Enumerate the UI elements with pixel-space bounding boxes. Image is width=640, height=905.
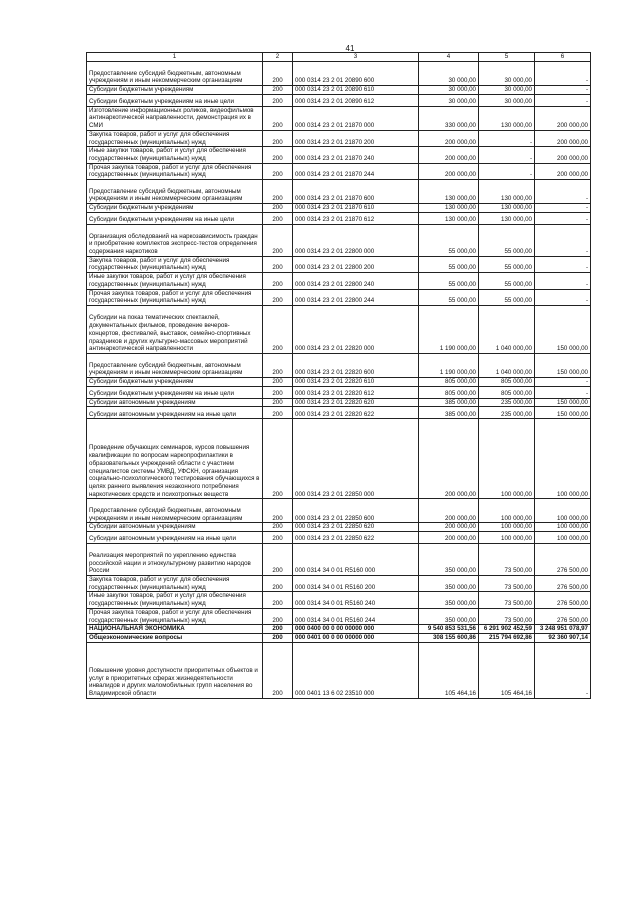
cell-amount-5: 130 000,00 — [479, 204, 535, 213]
cell-code: 200 — [263, 419, 293, 499]
cell-amount-total: 200 000,00 — [419, 147, 479, 163]
cell-code: 200 — [263, 147, 293, 163]
cell-classification: 000 0314 23 2 01 22850 620 — [293, 523, 419, 532]
cell-amount-5: 100 000,00 — [479, 532, 535, 544]
cell-amount-6: 100 000,00 — [535, 532, 591, 544]
table-row — [87, 86, 591, 95]
cell-name: Субсидии бюджетным учреждениям на иные цели — [87, 212, 263, 224]
cell-amount-6: - — [535, 642, 591, 698]
cell-name: Иные закупки товаров, работ и услуг для обеспечения государственных (муниципальных) нужд — [87, 273, 263, 289]
header-cell: 6 — [535, 53, 591, 62]
table-row — [87, 106, 591, 130]
cell-amount-5: 805 000,00 — [479, 377, 535, 386]
cell-code: 200 — [263, 212, 293, 224]
cell-amount-5: 6 291 902 452,59 — [479, 625, 535, 634]
cell-amount-6: 150 000,00 — [535, 305, 591, 353]
cell-name: Предоставление субсидий бюджетным, автономным учреждениям и иным некоммерческим организациям — [87, 353, 263, 377]
cell-code: 200 — [263, 289, 293, 305]
cell-amount-5: 30 000,00 — [479, 62, 535, 86]
cell-amount-total: 130 000,00 — [419, 180, 479, 204]
cell-amount-5: 130 000,00 — [479, 106, 535, 130]
cell-name: Реализация мероприятий по укреплению единства российской нации и этнокультурному развитию народов России — [87, 544, 263, 576]
cell-amount-6: - — [535, 86, 591, 95]
cell-amount-total: 1 190 000,00 — [419, 305, 479, 353]
cell-amount-6: - — [535, 94, 591, 106]
cell-code: 200 — [263, 576, 293, 592]
table-row — [87, 544, 591, 576]
cell-classification: 000 0314 23 2 01 20890 600 — [293, 62, 419, 86]
cell-code: 200 — [263, 204, 293, 213]
table-row — [87, 305, 591, 353]
cell-classification: 000 0314 23 2 01 21870 610 — [293, 204, 419, 213]
cell-amount-5: 73 500,00 — [479, 592, 535, 608]
cell-amount-total: 350 000,00 — [419, 592, 479, 608]
cell-classification: 000 0314 23 2 01 22820 620 — [293, 398, 419, 407]
cell-classification: 000 0314 23 2 01 21870 612 — [293, 212, 419, 224]
cell-code: 200 — [263, 407, 293, 419]
table-row — [87, 419, 591, 499]
header-cell: 4 — [419, 53, 479, 62]
cell-name: Субсидии бюджетным учреждениям на иные цели — [87, 386, 263, 398]
cell-name: Субсидии бюджетным учреждениям — [87, 86, 263, 95]
cell-amount-5: 30 000,00 — [479, 86, 535, 95]
table-row — [87, 633, 591, 642]
cell-amount-5: 55 000,00 — [479, 224, 535, 256]
cell-name: Предоставление субсидий бюджетным, автономным учреждениям и иным некоммерческим организациям — [87, 62, 263, 86]
table-row — [87, 180, 591, 204]
cell-amount-total: 350 000,00 — [419, 576, 479, 592]
cell-amount-5: 73 500,00 — [479, 608, 535, 624]
cell-amount-6: 276 500,00 — [535, 544, 591, 576]
cell-amount-6: 200 000,00 — [535, 147, 591, 163]
cell-amount-total: 30 000,00 — [419, 62, 479, 86]
cell-code: 200 — [263, 532, 293, 544]
table-row — [87, 398, 591, 407]
cell-amount-5: 1 040 000,00 — [479, 353, 535, 377]
cell-classification: 000 0314 23 2 01 22800 244 — [293, 289, 419, 305]
cell-amount-5: 55 000,00 — [479, 289, 535, 305]
cell-amount-6: - — [535, 386, 591, 398]
cell-name: Прочая закупка товаров, работ и услуг для обеспечения государственных (муниципальных) нужд — [87, 289, 263, 305]
cell-amount-6: - — [535, 212, 591, 224]
cell-amount-5: 235 000,00 — [479, 407, 535, 419]
table-row — [87, 163, 591, 179]
cell-code: 200 — [263, 608, 293, 624]
cell-amount-total: 9 540 853 531,56 — [419, 625, 479, 634]
cell-name: Предоставление субсидий бюджетным, автономным учреждениям и иным некоммерческим организациям — [87, 180, 263, 204]
cell-amount-total: 55 000,00 — [419, 256, 479, 272]
cell-code: 200 — [263, 633, 293, 642]
cell-amount-total: 55 000,00 — [419, 273, 479, 289]
cell-classification: 000 0314 23 2 01 22850 600 — [293, 499, 419, 523]
cell-code: 200 — [263, 224, 293, 256]
cell-amount-6: 200 000,00 — [535, 163, 591, 179]
cell-amount-total: 200 000,00 — [419, 532, 479, 544]
table-row — [87, 377, 591, 386]
cell-amount-6: 276 500,00 — [535, 592, 591, 608]
cell-code: 200 — [263, 592, 293, 608]
cell-amount-5: 805 000,00 — [479, 386, 535, 398]
table-row — [87, 407, 591, 419]
table-row — [87, 576, 591, 592]
cell-amount-total: 200 000,00 — [419, 130, 479, 146]
cell-name: Иные закупки товаров, работ и услуг для обеспечения государственных (муниципальных) нужд — [87, 592, 263, 608]
table-row — [87, 224, 591, 256]
cell-name: Субсидии бюджетным учреждениям на иные цели — [87, 94, 263, 106]
cell-amount-total: 55 000,00 — [419, 224, 479, 256]
cell-amount-6: 150 000,00 — [535, 407, 591, 419]
cell-amount-total: 350 000,00 — [419, 608, 479, 624]
cell-amount-total: 30 000,00 — [419, 86, 479, 95]
cell-amount-5: 30 000,00 — [479, 94, 535, 106]
cell-amount-total: 385 000,00 — [419, 398, 479, 407]
cell-amount-6: - — [535, 180, 591, 204]
cell-classification: 000 0314 34 0 01 R5160 240 — [293, 592, 419, 608]
cell-amount-5: 215 794 692,86 — [479, 633, 535, 642]
cell-amount-6: 92 360 907,14 — [535, 633, 591, 642]
cell-code: 200 — [263, 523, 293, 532]
table-row — [87, 386, 591, 398]
cell-classification: 000 0314 23 2 01 22820 612 — [293, 386, 419, 398]
page-number: 41 — [345, 44, 355, 53]
cell-name: Субсидии автономным учреждениям на иные цели — [87, 407, 263, 419]
cell-code: 200 — [263, 305, 293, 353]
cell-code: 200 — [263, 256, 293, 272]
table-row — [87, 256, 591, 272]
cell-amount-6: - — [535, 204, 591, 213]
cell-amount-5: 130 000,00 — [479, 212, 535, 224]
cell-amount-5: 100 000,00 — [479, 499, 535, 523]
cell-code: 200 — [263, 353, 293, 377]
cell-code: 200 — [263, 106, 293, 130]
cell-amount-total: 55 000,00 — [419, 289, 479, 305]
cell-amount-6: 200 000,00 — [535, 130, 591, 146]
table-row — [87, 147, 591, 163]
cell-amount-total: 330 000,00 — [419, 106, 479, 130]
cell-classification: 000 0314 23 2 01 22820 600 — [293, 353, 419, 377]
cell-classification: 000 0400 00 0 00 00000 000 — [293, 625, 419, 634]
cell-name: Прочая закупка товаров, работ и услуг для обеспечения государственных (муниципальных) нужд — [87, 163, 263, 179]
cell-amount-total: 200 000,00 — [419, 419, 479, 499]
cell-amount-5: 235 000,00 — [479, 398, 535, 407]
cell-classification: 000 0314 34 0 01 R5160 000 — [293, 544, 419, 576]
cell-amount-6: - — [535, 224, 591, 256]
table-row — [87, 62, 591, 86]
table-row — [87, 353, 591, 377]
table-row — [87, 592, 591, 608]
cell-amount-6: - — [535, 377, 591, 386]
cell-amount-total: 350 000,00 — [419, 544, 479, 576]
cell-classification: 000 0314 23 2 01 22800 200 — [293, 256, 419, 272]
cell-amount-6: - — [535, 62, 591, 86]
cell-name: Иные закупки товаров, работ и услуг для обеспечения государственных (муниципальных) нужд — [87, 147, 263, 163]
cell-name: Субсидии автономным учреждениям — [87, 398, 263, 407]
cell-amount-total: 200 000,00 — [419, 523, 479, 532]
table-row — [87, 642, 591, 698]
table-row — [87, 130, 591, 146]
cell-amount-total: 385 000,00 — [419, 407, 479, 419]
cell-amount-6: 276 500,00 — [535, 576, 591, 592]
cell-amount-5: 73 500,00 — [479, 544, 535, 576]
cell-code: 200 — [263, 94, 293, 106]
cell-amount-6: - — [535, 256, 591, 272]
cell-classification: 000 0314 23 2 01 20890 610 — [293, 86, 419, 95]
cell-name: Повышение уровня доступности приоритетных объектов и услуг в приоритетных сферах жизнедеятельности инвалидов и других маломобильных групп населения во Владимирской области — [87, 642, 263, 698]
header-cell: 2 — [263, 53, 293, 62]
cell-code: 200 — [263, 499, 293, 523]
cell-name: Закупка товаров, работ и услуг для обеспечения государственных (муниципальных) нужд — [87, 576, 263, 592]
cell-name: Общеэкономические вопросы — [87, 633, 263, 642]
cell-amount-total: 30 000,00 — [419, 94, 479, 106]
cell-classification: 000 0314 23 2 01 22850 000 — [293, 419, 419, 499]
cell-name: Субсидии на показ тематических спектаклей, документальных фильмов, проведение вечеров-концертов, фестивалей, выставок, семейно-спортивных праздников и других культурно-массовых мероприятий антинаркотической направленности — [87, 305, 263, 353]
cell-classification: 000 0314 23 2 01 21870 600 — [293, 180, 419, 204]
cell-code: 200 — [263, 642, 293, 698]
table-row — [87, 625, 591, 634]
cell-name: НАЦИОНАЛЬНАЯ ЭКОНОМИКА — [87, 625, 263, 634]
cell-code: 200 — [263, 130, 293, 146]
table-row — [87, 289, 591, 305]
cell-amount-5: 105 464,16 — [479, 642, 535, 698]
cell-code: 200 — [263, 273, 293, 289]
cell-amount-6: 276 500,00 — [535, 608, 591, 624]
cell-classification: 000 0314 34 0 01 R5160 200 — [293, 576, 419, 592]
table-row — [87, 532, 591, 544]
cell-code: 200 — [263, 398, 293, 407]
cell-name: Изготовление информационных роликов, видеофильмов антинаркотической направленности, демонстрация их в СМИ — [87, 106, 263, 130]
cell-code: 200 — [263, 62, 293, 86]
header-cell: 5 — [479, 53, 535, 62]
cell-classification: 000 0314 34 0 01 R5160 244 — [293, 608, 419, 624]
cell-code: 200 — [263, 180, 293, 204]
cell-code: 200 — [263, 163, 293, 179]
cell-name: Закупка товаров, работ и услуг для обеспечения государственных (муниципальных) нужд — [87, 130, 263, 146]
cell-amount-6: 150 000,00 — [535, 398, 591, 407]
cell-classification: 000 0314 23 2 01 22800 240 — [293, 273, 419, 289]
cell-code: 200 — [263, 386, 293, 398]
cell-amount-total: 308 155 600,86 — [419, 633, 479, 642]
cell-classification: 000 0314 23 2 01 21870 244 — [293, 163, 419, 179]
table-row — [87, 212, 591, 224]
cell-amount-total: 805 000,00 — [419, 386, 479, 398]
cell-amount-5: 55 000,00 — [479, 256, 535, 272]
cell-amount-total: 200 000,00 — [419, 163, 479, 179]
cell-amount-5: - — [479, 163, 535, 179]
header-cell: 3 — [293, 53, 419, 62]
cell-amount-total: 130 000,00 — [419, 204, 479, 213]
cell-classification: 000 0314 23 2 01 22850 622 — [293, 532, 419, 544]
cell-amount-6: 200 000,00 — [535, 106, 591, 130]
cell-amount-5: 100 000,00 — [479, 419, 535, 499]
cell-classification: 000 0314 23 2 01 22800 000 — [293, 224, 419, 256]
cell-amount-6: 100 000,00 — [535, 523, 591, 532]
cell-amount-6: 100 000,00 — [535, 419, 591, 499]
cell-amount-5: 100 000,00 — [479, 523, 535, 532]
cell-amount-6: 100 000,00 — [535, 499, 591, 523]
cell-code: 200 — [263, 625, 293, 634]
table-row — [87, 499, 591, 523]
cell-classification: 000 0401 00 0 00 00000 000 — [293, 633, 419, 642]
cell-amount-total: 805 000,00 — [419, 377, 479, 386]
cell-classification: 000 0314 23 2 01 22820 000 — [293, 305, 419, 353]
cell-name: Субсидии автономным учреждениям на иные цели — [87, 532, 263, 544]
cell-amount-total: 130 000,00 — [419, 212, 479, 224]
cell-classification: 000 0314 23 2 01 22820 610 — [293, 377, 419, 386]
cell-amount-5: 130 000,00 — [479, 180, 535, 204]
table-row — [87, 608, 591, 624]
cell-code: 200 — [263, 86, 293, 95]
cell-amount-6: - — [535, 289, 591, 305]
cell-name: Субсидии бюджетным учреждениям — [87, 377, 263, 386]
cell-name: Субсидии автономным учреждениям — [87, 523, 263, 532]
cell-classification: 000 0314 23 2 01 21870 000 — [293, 106, 419, 130]
cell-name: Прочая закупка товаров, работ и услуг для обеспечения государственных (муниципальных) нужд — [87, 608, 263, 624]
cell-amount-5: - — [479, 130, 535, 146]
table-row — [87, 94, 591, 106]
header-row — [87, 53, 591, 62]
cell-name: Предоставление субсидий бюджетным, автономным учреждениям и иным некоммерческим организациям — [87, 499, 263, 523]
cell-amount-total: 1 190 000,00 — [419, 353, 479, 377]
table-row — [87, 523, 591, 532]
cell-classification: 000 0314 23 2 01 21870 200 — [293, 130, 419, 146]
table-row — [87, 204, 591, 213]
cell-amount-5: - — [479, 147, 535, 163]
cell-code: 200 — [263, 377, 293, 386]
cell-amount-6: - — [535, 273, 591, 289]
header-cell: 1 — [87, 53, 263, 62]
cell-amount-5: 55 000,00 — [479, 273, 535, 289]
cell-name: Закупка товаров, работ и услуг для обеспечения государственных (муниципальных) нужд — [87, 256, 263, 272]
cell-amount-6: 3 248 951 078,97 — [535, 625, 591, 634]
cell-classification: 000 0401 13 6 02 23510 000 — [293, 642, 419, 698]
cell-amount-5: 73 500,00 — [479, 576, 535, 592]
cell-name: Проведение обучающих семинаров, курсов повышения квалификации по вопросам наркопрофилактики в образовательных учреждений области с участием специалистов системы УМВД, УФСКН, организация социально-психологического тестирования обучающихся в целях раннего выявления незаконного потребления наркотических средств и психотропных веществ — [87, 419, 263, 499]
cell-amount-total: 200 000,00 — [419, 499, 479, 523]
cell-name: Организация обследований на наркозависимость граждан и приобретение комплектов экспресс-тестов определения содержания наркотиков — [87, 224, 263, 256]
cell-classification: 000 0314 23 2 01 22820 622 — [293, 407, 419, 419]
cell-amount-5: 1 040 000,00 — [479, 305, 535, 353]
cell-amount-6: 150 000,00 — [535, 353, 591, 377]
cell-name: Субсидии бюджетным учреждениям — [87, 204, 263, 213]
cell-classification: 000 0314 23 2 01 20890 612 — [293, 94, 419, 106]
budget-table — [86, 52, 591, 699]
cell-code: 200 — [263, 544, 293, 576]
cell-amount-total: 105 464,16 — [419, 642, 479, 698]
table-row — [87, 273, 591, 289]
cell-classification: 000 0314 23 2 01 21870 240 — [293, 147, 419, 163]
